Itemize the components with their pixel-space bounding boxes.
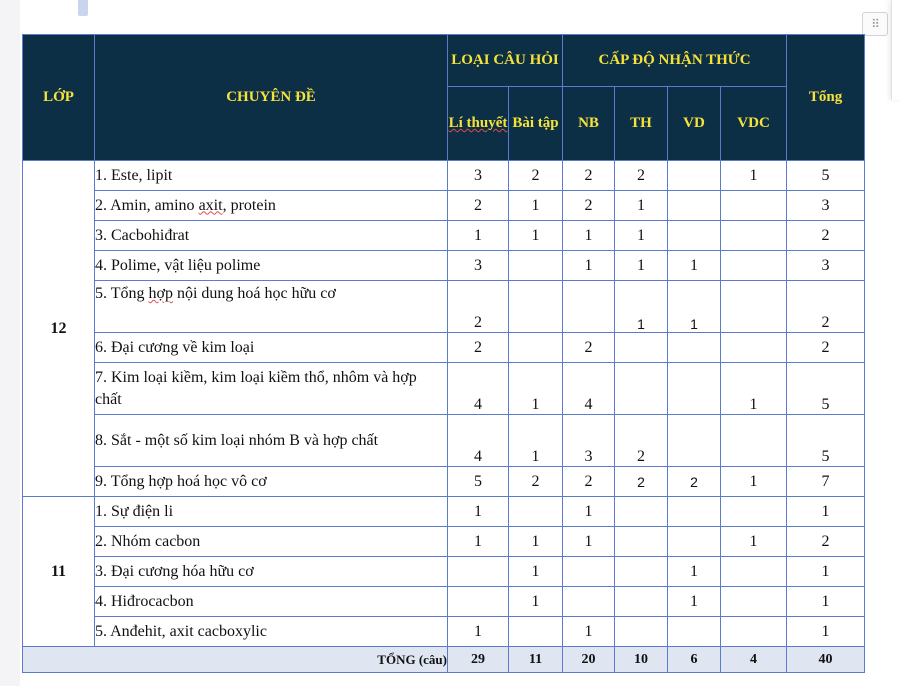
th-cell <box>615 333 668 363</box>
total-tong: 40 <box>787 647 865 673</box>
li-thuyet-cell: 3 <box>448 161 509 191</box>
vdc-cell <box>721 221 787 251</box>
header-vdc: VDC <box>721 87 787 161</box>
nb-cell: 1 <box>563 527 615 557</box>
header-bai-tap: Bài tập <box>509 87 563 161</box>
total-th: 10 <box>615 647 668 673</box>
header-tong: Tổng <box>787 35 865 161</box>
bai-tap-cell: 2 <box>509 161 563 191</box>
total-row <box>23 647 865 673</box>
bai-tap-cell: 2 <box>509 467 563 497</box>
li-thuyet-cell: 4 <box>448 363 509 415</box>
li-thuyet-cell <box>448 557 509 587</box>
tong-cell: 1 <box>787 557 865 587</box>
table-row <box>23 281 865 333</box>
li-thuyet-cell: 1 <box>448 527 509 557</box>
vd-cell: 1 <box>668 281 721 333</box>
tong-cell: 5 <box>787 363 865 415</box>
table-row <box>23 557 865 587</box>
th-cell: 1 <box>615 221 668 251</box>
topic-cell: 5. Anđehit, axit cacboxylic <box>95 617 448 647</box>
nb-cell <box>563 587 615 617</box>
tong-cell: 2 <box>787 221 865 251</box>
total-label: TỔNG (câu) <box>23 647 448 673</box>
tong-cell: 2 <box>787 281 865 333</box>
vd-cell <box>668 617 721 647</box>
grade-11-cell: 11 <box>23 497 95 647</box>
nb-cell: 1 <box>563 497 615 527</box>
topic-cell: 3. Cacbohiđrat <box>95 221 448 251</box>
li-thuyet-cell: 1 <box>448 221 509 251</box>
bai-tap-cell <box>509 617 563 647</box>
tong-cell: 2 <box>787 333 865 363</box>
total-nb: 20 <box>563 647 615 673</box>
grade-12-cell: 12 <box>23 161 95 497</box>
vdc-cell <box>721 333 787 363</box>
header-chuyen-de: CHUYÊN ĐỀ <box>95 35 448 161</box>
total-li-thuyet: 29 <box>448 647 509 673</box>
table-row <box>23 161 865 191</box>
table-row <box>23 617 865 647</box>
topic-cell: 9. Tổng hợp hoá học vô cơ <box>95 467 448 497</box>
header-cap-do-nhan-thuc: CẤP ĐỘ NHẬN THỨC <box>563 35 787 87</box>
bai-tap-cell <box>509 251 563 281</box>
tong-cell: 1 <box>787 497 865 527</box>
bai-tap-cell <box>509 333 563 363</box>
table-row <box>23 333 865 363</box>
bai-tap-cell <box>509 497 563 527</box>
tong-cell: 1 <box>787 587 865 617</box>
vd-cell: 2 <box>668 467 721 497</box>
th-cell <box>615 527 668 557</box>
exam-matrix-table <box>22 34 865 673</box>
table-row <box>23 221 865 251</box>
nb-cell: 2 <box>563 191 615 221</box>
th-cell: 2 <box>615 467 668 497</box>
topic-cell: 2. Nhóm cacbon <box>95 527 448 557</box>
bai-tap-cell: 1 <box>509 363 563 415</box>
topic-text: 5. Tổng <box>95 285 149 302</box>
topic-cell: 3. Đại cương hóa hữu cơ <box>95 557 448 587</box>
vd-cell: 1 <box>668 587 721 617</box>
vd-cell: 1 <box>668 251 721 281</box>
tong-cell: 3 <box>787 251 865 281</box>
vdc-cell <box>721 497 787 527</box>
bai-tap-cell <box>509 281 563 333</box>
vd-cell <box>668 497 721 527</box>
total-vdc: 4 <box>721 647 787 673</box>
left-margin-strip <box>0 0 20 686</box>
vdc-cell: 1 <box>721 363 787 415</box>
li-thuyet-cell: 5 <box>448 467 509 497</box>
li-thuyet-cell: 1 <box>448 497 509 527</box>
tong-cell: 2 <box>787 527 865 557</box>
bai-tap-cell: 1 <box>509 587 563 617</box>
li-thuyet-cell: 2 <box>448 191 509 221</box>
th-cell: 1 <box>615 281 668 333</box>
topic-text: nội dung hoá học hữu cơ <box>172 285 336 302</box>
th-cell <box>615 363 668 415</box>
topic-cell: 4. Hiđrocacbon <box>95 587 448 617</box>
vd-cell <box>668 161 721 191</box>
vd-cell <box>668 221 721 251</box>
spellcheck-word: hợp <box>148 285 173 302</box>
header-nb: NB <box>563 87 615 161</box>
drag-handle-glyph: ⠿ <box>871 17 879 31</box>
table-row <box>23 191 865 221</box>
nb-cell <box>563 557 615 587</box>
li-thuyet-cell: 2 <box>448 333 509 363</box>
table-row <box>23 415 865 467</box>
nb-cell: 1 <box>563 221 615 251</box>
vd-cell <box>668 527 721 557</box>
topic-cell <box>95 191 448 221</box>
vd-cell <box>668 363 721 415</box>
topic-text: 2. Amin, amino <box>95 196 199 214</box>
bai-tap-cell: 1 <box>509 527 563 557</box>
table-row <box>23 587 865 617</box>
vd-cell <box>668 333 721 363</box>
topic-cell: 8. Sắt - một số kim loại nhóm B và hợp chất <box>95 415 448 467</box>
li-thuyet-cell: 4 <box>448 415 509 467</box>
topic-cell <box>95 281 448 333</box>
vdc-cell: 1 <box>721 527 787 557</box>
header-li-thuyet: Lí thuyết <box>448 87 509 161</box>
table-row <box>23 363 865 415</box>
vdc-cell <box>721 251 787 281</box>
th-cell <box>615 557 668 587</box>
nb-cell: 2 <box>563 161 615 191</box>
li-thuyet-cell: 2 <box>448 281 509 333</box>
spellcheck-word: axit <box>198 196 223 214</box>
vd-cell <box>668 415 721 467</box>
vdc-cell <box>721 587 787 617</box>
topic-cell: 7. Kim loại kiềm, kim loại kiềm thổ, nhôm và hợp chất <box>95 363 448 415</box>
th-cell <box>615 587 668 617</box>
header-loai-cau-hoi: LOẠI CÂU HỎI <box>448 35 563 87</box>
nb-cell: 1 <box>563 251 615 281</box>
vdc-cell: 1 <box>721 161 787 191</box>
tong-cell: 1 <box>787 617 865 647</box>
th-cell: 1 <box>615 251 668 281</box>
tong-cell: 7 <box>787 467 865 497</box>
th-cell <box>615 617 668 647</box>
header-lop: LỚP <box>23 35 95 161</box>
table-row <box>23 467 865 497</box>
side-panel-edge <box>891 0 900 100</box>
topic-text: , protein <box>222 196 276 214</box>
nb-cell: 1 <box>563 617 615 647</box>
nb-cell: 3 <box>563 415 615 467</box>
li-thuyet-cell <box>448 587 509 617</box>
bai-tap-cell: 1 <box>509 191 563 221</box>
total-bai-tap: 11 <box>509 647 563 673</box>
vdc-cell <box>721 281 787 333</box>
tong-cell: 5 <box>787 415 865 467</box>
nb-cell: 2 <box>563 333 615 363</box>
page-top-accent <box>78 0 88 16</box>
vd-cell: 1 <box>668 557 721 587</box>
nb-cell: 2 <box>563 467 615 497</box>
vdc-cell <box>721 415 787 467</box>
li-thuyet-cell: 1 <box>448 617 509 647</box>
vdc-cell <box>721 557 787 587</box>
topic-cell: 4. Polime, vật liệu polime <box>95 251 448 281</box>
vd-cell <box>668 191 721 221</box>
th-cell: 1 <box>615 191 668 221</box>
li-thuyet-cell: 3 <box>448 251 509 281</box>
nb-cell: 4 <box>563 363 615 415</box>
vdc-cell <box>721 191 787 221</box>
nb-cell <box>563 281 615 333</box>
table-row <box>23 527 865 557</box>
topic-cell: 1. Sự điện li <box>95 497 448 527</box>
header-vd: VD <box>668 87 721 161</box>
tong-cell: 3 <box>787 191 865 221</box>
tong-cell: 5 <box>787 161 865 191</box>
th-cell <box>615 497 668 527</box>
bai-tap-cell: 1 <box>509 415 563 467</box>
table-move-handle-icon[interactable] <box>862 12 888 36</box>
vdc-cell <box>721 617 787 647</box>
bai-tap-cell: 1 <box>509 557 563 587</box>
th-cell: 2 <box>615 415 668 467</box>
topic-cell: 6. Đại cương về kim loại <box>95 333 448 363</box>
vdc-cell: 1 <box>721 467 787 497</box>
table-row <box>23 251 865 281</box>
total-vd: 6 <box>668 647 721 673</box>
table-row <box>23 497 865 527</box>
header-th: TH <box>615 87 668 161</box>
th-cell: 2 <box>615 161 668 191</box>
bai-tap-cell: 1 <box>509 221 563 251</box>
topic-cell: 1. Este, lipit <box>95 161 448 191</box>
